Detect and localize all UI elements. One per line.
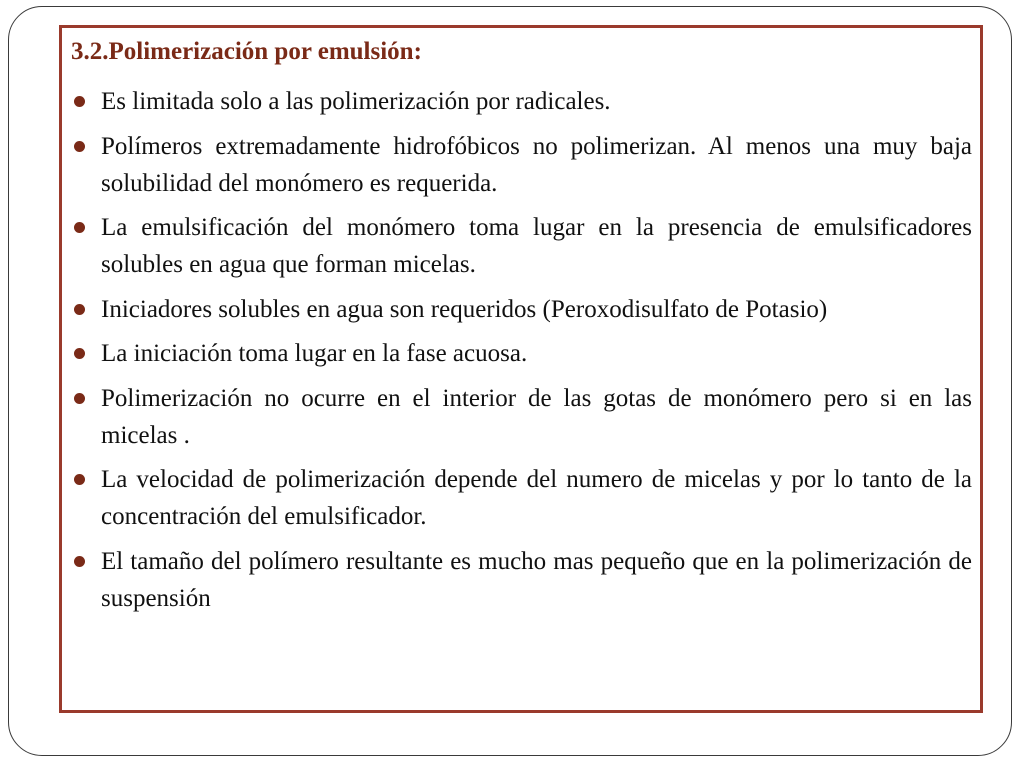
- bullet-text: La velocidad de polimerización depende del numero de micelas y por lo tanto de la concentración del emulsificador.: [101, 466, 972, 530]
- bullet-dot-icon: [74, 96, 85, 107]
- bullet-list: [70, 83, 972, 624]
- bullet-text: Polímeros extremadamente hidrofóbicos no polimerizan. Al menos una muy baja solubilidad del monómero es requerida.: [101, 132, 972, 197]
- bullet-dot-icon: [74, 474, 85, 485]
- bullet-dot-icon: [74, 222, 85, 233]
- bullet-item: [70, 128, 972, 202]
- bullet-item: [70, 335, 972, 372]
- bullet-text: La iniciación toma lugar en la fase acuosa.: [101, 340, 528, 367]
- section-title: 3.2.Polimerización por emulsión:: [71, 38, 422, 65]
- bullet-dot-icon: [74, 304, 85, 315]
- bullet-item: [70, 543, 972, 617]
- bullet-text: La emulsificación del monómero toma lugar en la presencia de emulsificadores solubles en agua que forman micelas.: [101, 214, 972, 278]
- bullet-item: [70, 209, 972, 283]
- bullet-text: Es limitada solo a las polimerización por radicales.: [101, 88, 611, 115]
- bullet-text: Iniciadores solubles en agua son requeridos (Peroxodisulfato de Potasio): [101, 295, 828, 323]
- bullet-item: [70, 83, 972, 120]
- bullet-item: [70, 461, 972, 535]
- bullet-text: Polimerización no ocurre en el interior de las gotas de monómero pero si en las micelas .: [101, 384, 972, 449]
- bullet-item: [70, 291, 972, 328]
- bullet-dot-icon: [74, 348, 85, 359]
- bullet-text: El tamaño del polímero resultante es mucho mas pequeño que en la polimerización de suspensión: [101, 547, 972, 612]
- bullet-item: [70, 380, 972, 454]
- bullet-dot-icon: [74, 141, 85, 152]
- bullet-dot-icon: [74, 393, 85, 404]
- bullet-dot-icon: [74, 556, 85, 567]
